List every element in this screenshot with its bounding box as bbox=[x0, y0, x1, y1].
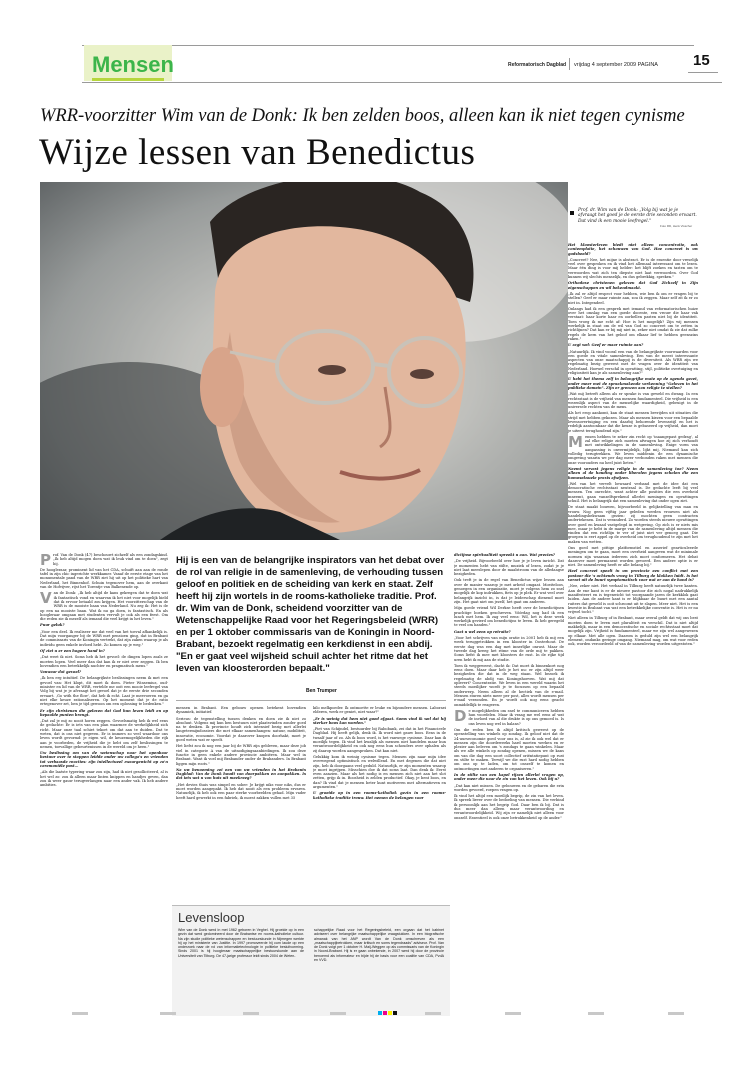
intro-lede bbox=[176, 555, 446, 675]
page-number-rule bbox=[688, 72, 718, 73]
paragraph-text: „De vrijheid. Bijvoorbeeld over hoe je je leven inricht. Dat je momenten hebt van stilte, muziek of lezen, zodat je je niet laat meeslepen door de maalstroom van de alledaagse bezigheden. bbox=[454, 559, 564, 577]
color-bar bbox=[378, 1011, 382, 1015]
column-5 bbox=[568, 243, 698, 649]
caption-bullet bbox=[570, 211, 574, 215]
bottom-markers bbox=[0, 1012, 738, 1032]
bottom-marker bbox=[72, 1012, 88, 1015]
header-bottom-rule bbox=[82, 82, 722, 83]
col2-blocks bbox=[176, 706, 306, 800]
col4-paragraph bbox=[454, 559, 564, 576]
col1-paragraph bbox=[40, 709, 168, 718]
col5-paragraph bbox=[568, 243, 698, 256]
col5-paragraph bbox=[568, 411, 698, 432]
paragraph-text: Het kloosterleven biedt niet alleen concentratie, ook contemplatie, het schouwen van God. Hoe concreet is uw godsbeeld? bbox=[568, 243, 698, 256]
paragraph-text: Om die reden ben ik altijd kritisch geweest op de openstelling van winkels op zondag. Ik geloof niet dat de 24-uurseconomie goed voor ons is, al zie ik ook wel dat er mensen zijn die doordeweeks hard moeten werken en er plezier aan beleven om 's zondags te gaan winkelen. Maar als we alle winkels op zondag openen, missen we de kans om van die dag een soort collectief oriëntatiepunt op rust en stilte te maken. Terwijl we die rust hard nodig hebben om ons op te laden, om tot onszelf te komen en ontmoetingen met anderen te organiseren." bbox=[454, 727, 564, 771]
color-bar bbox=[388, 1011, 392, 1015]
paragraph-text: Als het erop aankomt, kan de staat mensen bevrijden uit situaties die strijd met hebben gekozen. Maar als mensen kiezen voor een bepaalde levensovertuiging en een daarbij behorende levensstijl en het is redelijk aantoonbaar dat die keuze is gebaseerd op vrijheid, dan moet je uiterst terughoudend zijn." bbox=[568, 411, 698, 433]
paragraph-text: rof. Van de Donk (47) beschouwt zichzelf als een zondagskind. „Ik heb altijd mogen doen wat ik leuk vind om te doen", zegt hij. bbox=[53, 553, 168, 566]
col4-paragraph bbox=[454, 728, 564, 771]
bottom-marker bbox=[160, 1012, 176, 1015]
column-2 bbox=[176, 706, 306, 908]
headline: Wijze lessen van Benedictus bbox=[39, 132, 476, 173]
paragraph-text: Vanwaar dat gevoel? bbox=[40, 670, 82, 675]
paragraph-text: Gelukkig kom ik weinig cynisme tegen. Mensen zijn naar mijn idee overwegend optimistisch en welwillend. En met degenen die dat niet zijn, heb ik doorgaans veel geduld. Natuurlijk, er zijn momenten waarop je moet ingrijpen. Misschien doe ik dat soms laat. Dan denk ik: Eerst even aanzien. Maar als het nodig is en mensen zich niet aan het slot zetten, grijp ik in. Boosheid is zelden productief. Okay, je bent boos, en dan? Ik vind dat je mensen beter kunt motiveren met alternatieven en argumenten." bbox=[313, 754, 446, 790]
paragraph-text: „Er is weinig dat hem niet goed afgaat. Soms vind ik wel dat hij sterker boos kan worden." bbox=[313, 716, 446, 725]
col3-blocks bbox=[313, 706, 446, 800]
paragraph-text: Mijn goede vriend Wil Derkse heeft over de benedictijnen prachtige boeken geschreven. Vóórdag nog had ik een lunch met hem. Ik zag veel eens: Wil, het is deze week werkelijk gevierd om benedictijns te leven. Ik heb geregeld te veel om handen." bbox=[454, 606, 564, 628]
col5-paragraph bbox=[568, 281, 698, 290]
col4-paragraph bbox=[454, 636, 564, 662]
col5-paragraph bbox=[568, 432, 698, 465]
photo-credit: Foto RD, Henk Visscher bbox=[660, 224, 693, 228]
author: Ben Trumper bbox=[306, 688, 337, 694]
paragraph-text: „Dat kan niet missen. De gebouwen en de gebaren die erin worden gevoerd, roepen vragen op. bbox=[454, 783, 564, 792]
col5-paragraph bbox=[568, 377, 698, 390]
col1-blocks bbox=[40, 553, 168, 788]
col2-paragraph bbox=[176, 717, 306, 743]
paragraph-text: Of ziet u er een hogere hand in? bbox=[40, 648, 105, 653]
col1-paragraph bbox=[40, 553, 168, 569]
intro-text: Hij is een van de belangrijke inspirators van het debat over de rol van religie in de samenleving, de verhouding tussen geloof en politiek en de scheiding van kerk en staat. Zelf heeft hij zijn wortels in de rooms-katholieke traditie. Prof. dr. Wim van de Donk, scheidend voorzitter van de Wetenschappelijke Raad voor het Regeringsbeleid (WRR) en per 1 oktober commissaris van de Koningin in Noord-Brabant, bezoekt regelmatig een kerkdienst in een abdij. "En er gaat veel wijsheid schuil achter het ritme dat het leven van kloosterorden bepaalt." bbox=[176, 555, 445, 674]
col5-paragraph bbox=[568, 546, 698, 567]
col5-paragraph bbox=[568, 482, 698, 503]
paragraph-text: „Nee, zeker niet. Het verhaal in Tilburg heeft natuurlijk twee kanten. Aan de ene kant is er de nieuwe pastoor die zich nogal nadrukkelijk manifesteert en is tegenwicht tot voorgaande jaren de kerkklok gaat luiden. Aan de andere kant is er blijkbaar de buurt met een aantal ruiters dat geweld is ooit schroomt uit te slapen. Meer niet. Het is een kwestie in Brabant van wat een betrekkelijke conventie is. Het is er nu vrijwel tocht." bbox=[568, 584, 698, 615]
paragraph-text: In de stilte van een kapel rijzen allerlei vragen op, onder meer die naar de zin van het leven. Ook bij u? bbox=[454, 772, 564, 782]
col3-paragraph bbox=[313, 791, 446, 800]
paragraph-text: Onlangs had ik een gesprek met iemand van reformatorischen huize over het omslag van een goede docente, een vrouw die haar vak verstaat: haar korte haar en oorbellen pasten niet bij de identiteit. Toen vroeg ik me echt af: Hoe is het mogelijk? Zijn wij mensen werkelijk in staat om de wil van God zo concreet om te zetten in richtlijnen? Dat kan er bij mij niet in, zeker niet omdat ik zie dat zulke regels de kern van het geloof om elkaar lief te hebben geenszins raken." bbox=[568, 306, 698, 341]
paragraph-text: Ik vind het altijd een moeilijk begrip, de zin van het leven. Ik spreek liever over de bedoeling van mensen. Die verbind ik persoonlijk aan het begrip God. Daar ben ik bij. Dat is dus meer dan alleen maar verantwoording en verantwoordelijkheid. Wij zijn er namelijk niet alleen voor onszelf. Essentieel is ook onze betrokkenheid op de ander." bbox=[454, 794, 564, 820]
paragraph-text: „Als die laatste typering waar zou zijn, had ik niet gesolliciteerd, al is het wel zo: zou ik alleen maar linten knippen en handjes geven, dan zou ik weer gauw terugverlangen naar een ander vak. Ik heb andere ambities. bbox=[40, 770, 168, 788]
bottom-marker bbox=[588, 1012, 604, 1015]
paragraph-text: U zegt wel: Geef er maar ruimte aan? bbox=[568, 343, 644, 348]
kicker: WRR-voorzitter Wim van de Donk: Ik ben zelden boos, alleen kan ik niet tegen cynisme bbox=[40, 106, 685, 126]
col4-paragraph bbox=[454, 773, 564, 782]
col3-paragraph bbox=[313, 706, 446, 715]
paragraph-text: „Dat weet ik niet. Soms heb ik het gevoel: de dingen lopen zoals ze moeten lopen. Veel meer dan dat kan ik er niet over zeggen. Ik ben bovendien een betrekkelijk nuchter en pragmatisch mens." bbox=[40, 655, 168, 668]
col1-paragraph bbox=[40, 655, 168, 668]
paragraph-text: Puur geluk? bbox=[40, 623, 65, 628]
col5-paragraph bbox=[568, 467, 698, 480]
col4-blocks bbox=[454, 553, 564, 820]
paragraph-text: Uw beslissing om van de wetenschap naar het openbaar bestuur over te stappen leidde onder uw collega's en vrienden tot verbaasde reacties: zijn intellectueel zwaargewicht op zo'n ceremoniële post... bbox=[40, 751, 168, 769]
portrait-photo bbox=[40, 182, 568, 540]
col1-paragraph bbox=[40, 591, 168, 621]
bottom-marker bbox=[668, 1012, 684, 1015]
color-bar bbox=[393, 1011, 397, 1015]
paragraph-text: „Dat zal je mij zo nooit horen zeggen. Gevoelsmatig heb ik wel eens de gedachte: Er is iets van een plan waarmee de werkelijkheid zich richt. Maar onze taal schiet tekort om dat aan te duiden. Dat te weten, dat is ons niet gegeven. Er is immers zo veel waardoor ons leven wordt gevormd: je eigen wil, de keuzemogelijkheden die rijk aan je voorbeden, de vrijheid die je hebt om zelf beslissingen te nemen, toevallige gebeurtenissen in de wereld om je heen." bbox=[40, 719, 168, 749]
paragraph-text: Gaat u wel eens op retraite? bbox=[454, 629, 511, 634]
paragraph-text: ensen hebben te zeker zin recht op 'inaangepast gedrag', al zal elke religie zich moeten afvragen hoe zij zich verhoudt met ontwikkelingen in de samenleving. Enige vorm van aanpassing is onvermijdelijk, lijkt mij. Niemand kan zich volledig terugtrekken. We leven middenin de een dynamische omgeving waarin we per dag meer verbonden raken met mensen die onze voorouders nu heel juist lieten." bbox=[568, 434, 698, 465]
col4-paragraph bbox=[454, 664, 564, 707]
paragraph-text: kilo melkpoeder. Ik ontmoette er leuke en bijzondere mensen. Laboraei elderen, werk er geniet, niet waar?" bbox=[313, 706, 446, 715]
paragraph-text: „Ik ben erg intuïtief. De belangrijkste beslissingen neem ik met een gevoel van: Het klopt, dit moet ik doen. Pieter Winsemius, oud-minister en lid van de WRR, vertelde me ooit een mooie leefregel van Volg bij wat je je afvraagt het gevoel dat je de eerste drie seconden ervaart. ,Go with the flow', dat heb ik echt. Laat je meevoeren en ga niet elke keuze rationaliseren. Op het moment dat je de ratio ertegenover zet, ben je tijd gewoon om een oplossing te bedenken." bbox=[40, 676, 168, 707]
col1-paragraph bbox=[40, 676, 168, 706]
col5-paragraph bbox=[568, 569, 698, 582]
paragraph-text: e mogelijkheden om snel te communiceren hebben hun voordelen. Maar ik vraag me wel eens af wat de invloed van al die drukte is op ons gemoed is. Is ons leven nog wel in balans? bbox=[468, 708, 564, 726]
page-number: 15 bbox=[693, 52, 710, 69]
col4-paragraph bbox=[454, 578, 564, 604]
col5-paragraph bbox=[568, 505, 698, 544]
col1-paragraph bbox=[40, 568, 168, 589]
paragraph-text: Ons goed met pittige platformstiel en asserief gearticuleerde meningen om te gaan, moet een overheid aangeven wat de minimale normen zijn waaraan iedereen zich moet conformeren. Het debat daarover moet permanent worden gevoerd. Een andere optie is er niet. De samenleving heeft er alle belang bij." bbox=[568, 546, 698, 568]
col4-paragraph bbox=[454, 606, 564, 627]
paragraph-text: Serieus: de tegenstelling tussen denken en doen zie ik niet zo absoluut. Volgens mij kun ben bestuurs niet plaatsvinden zonder goed na te denken. Ik provincie houdt zich intensief bezig met allerlei langetermijndossiers die met elkaar samenhangen: natuur, mobiliteit, innovatie, economie. Voordat je daarover knopen doorhakt, moet je goed weten wat er speelt. bbox=[176, 716, 306, 743]
col1-paragraph bbox=[40, 630, 168, 647]
col4-paragraph bbox=[454, 794, 564, 820]
portrait-photo-icon bbox=[40, 182, 568, 540]
col3-paragraph bbox=[313, 727, 446, 753]
header-top-rule bbox=[82, 45, 694, 46]
paragraph-text: U hebt het thema zelf in belangrijke mate op de agenda gezet, onder meer met de spraakmakende verkenning "Geloven in het publieke domein". Zijn er grenzen aan religie te stellen? bbox=[568, 377, 698, 390]
paragraph-text: „Wel van het vervelt bewaard verband met de idee dat een democratische rechtsstaat neutraal is. De gedachte leeft bij veel mensen. Ten onrechte, want achter alle posities die een overheid inneemt, gaan vanzelfsprekend allerlei meningen en opvattingen schuil. Het is belangrijk dat een samenleving dat onder ogen ziet. bbox=[568, 481, 698, 504]
col2-paragraph bbox=[176, 744, 306, 765]
paragraph-text: „Piet van Schijndel, bestuurder bij Rabobank, zei dat in het Financieele Dagblad. Hij heeft gelijk, denk ik. Ik word niet gauw boos. Eens in de twaalf jaar of zo. Als ik boos word, is het vanwege cynisme. Daar kan ik moeilijk tegen. Ik vind het kwalijk als mensen niet handelen maar hun verantwoordelijkheid en ook nog eens hun schouders over ophalen als zij daarop worden aangesproken. Dat kan niet. bbox=[313, 727, 446, 753]
photo-caption: Prof. dr. Wim van de Donk: „Volg bij wat je je afvraagt het goed je de eerste drie seconden ervaart. Dat vind ik een mooie leefregel." bbox=[578, 208, 697, 224]
col1-paragraph bbox=[40, 719, 168, 749]
paragraph-text: „Ik zal er altijd respect voor hebben, wie ben ik om er vragen bij te stellen? Geef er maar ruimte aan, zou ik zeggen. Maar zelf zit ik er zo niet in. Integendeel. bbox=[568, 291, 698, 305]
col5-paragraph bbox=[568, 584, 698, 614]
col5-paragraph bbox=[568, 350, 698, 376]
paragraph-text: „Voor het schrijven van mijn oratie in 2001 heb ik mij een week teruggetrokken in een klooster in Oosterhout. De eerste dag was een dag met innerlijke onrust. Maar de tweede dag kreeg het ritme van de orde mij te pakken. Soms liefst ik mee met kloosters de rust. In de rijke tijd uren hebt ik mij aan de studie. bbox=[454, 636, 564, 662]
col2-paragraph bbox=[176, 706, 306, 715]
col5-paragraph bbox=[568, 616, 698, 646]
col4-paragraph bbox=[454, 553, 564, 557]
col1-paragraph bbox=[40, 623, 168, 627]
section-underline bbox=[92, 78, 164, 81]
paragraph-text: „Voor een deel. Ik realiseer me dat veel van het toeval afhankelijk is. Dat mijn voorganger bij de WRR met pensioen ging, dat in Brabant de commissaris van de Koningin vertrekt, dat zijn zaken waarop je als individu geen enkele invloed hebt. Zo komen op je weg." bbox=[40, 629, 168, 647]
col1-paragraph bbox=[40, 751, 168, 768]
levensloop-text-a: Wim van de Donk werd in met 1962 geboren in Veghel. Hij groeide op in een gezin dat werd gedomineerd door de Brabantse en rooms-katholieke cultuur. Na zijn studie politieke wetenschappen en bestuurskunde in Nijmegen werkte hij op het ministerie van Justitie. In 1997 promoveerde hij cum laude op een onderzoek naar de rol van informatietechnologie in politieke besluitvorming. Sinds 2001 is hij hoogleraar maatschappelijke bestuurskunde aan de Universiteit van Tilburg. De 47-jarige professor leidt sinds 2004 de Weten- bbox=[178, 928, 304, 958]
col5-paragraph bbox=[568, 392, 698, 409]
col4-paragraph bbox=[454, 630, 564, 634]
paragraph-text: Er zijn christenen die geloven dat God hun leven leidt en op bepaalde punten brengt. bbox=[40, 708, 168, 717]
paragraph-text: dictijnse spiritualiteit spreekt u aan. Wat precies? bbox=[454, 553, 555, 557]
col3-paragraph bbox=[313, 755, 446, 789]
col5-paragraph bbox=[568, 292, 698, 305]
bottom-marker bbox=[425, 1012, 441, 1015]
paragraph-text: Het liefst zou ik nog een jaar bij de WRR zijn gebleven, maar deze job viel in categorie A van de uitnodigingsaanbiedingen. Ik zou deze functie in geen enkele andere provincie ambiëren. Maar wel in Brabant. Want ik voel mij Brabander onder de Brabanders. In Brabant liggen mijn roots." bbox=[176, 744, 306, 766]
column-4 bbox=[454, 553, 564, 1015]
paper-name: Reformatorisch Dagblad bbox=[508, 62, 567, 68]
column-3 bbox=[313, 706, 446, 908]
section-title: Mensen bbox=[92, 52, 174, 77]
intro-rule bbox=[176, 700, 446, 701]
paragraph-text: Heel concreet speelt in uw provincie een conflict met een pastoor die 's ochtends vroeg in Tilburg de klokken luidt. Is het verzet uit de buurt symptomatisch voor wat er aan de hand is? bbox=[568, 569, 698, 583]
drop-cap: M bbox=[568, 432, 583, 451]
col4-paragraph bbox=[454, 784, 564, 793]
paragraph-text: Orthodoxe christenen geloven dat God Zichzelf in Zijn eigenschappen en wil bekendmaakt. bbox=[568, 281, 698, 290]
color-bar bbox=[383, 1011, 387, 1015]
paragraph-text: U groeide op in een rooms-katholiek gezin in een rooms-katholieke traditie trouw. Het nemen de belangen voor bbox=[313, 791, 446, 800]
paragraph-text: Toen ik weggeweest, dacht ik: Dat moet ik binnenkort nog eens doen. Maar daar heb je het nu: er zijn altijd weer bezigheden die dat in de weg staan. Wel bezoek ik regelmatig de abdij van Koningshoeven. Wat mij dat oplevert? Concentratie. We leven in een wereld waarin het steeds moeilijker wordt je te focussen op een bepaald onderwerp. Neem alleen al de hectiek van de e-mail. Mensen sturen niets meer per post, alles wordt mensen per e-mail verzonden. En je wordt ook nog eens geacht onmiddellijk te reageren. bbox=[454, 663, 564, 707]
levensloop-box bbox=[172, 905, 450, 1016]
col1-paragraph bbox=[40, 670, 168, 674]
paragraph-text: Neemt vervast jegens religie in de samenleving toe? Neem alleen al de houding onder liberalen jegens scholen die een homoseksuele praxis afwijzen. bbox=[568, 466, 698, 480]
bottom-marker bbox=[243, 1012, 259, 1015]
bottom-marker bbox=[505, 1012, 521, 1015]
col4-paragraph bbox=[454, 706, 564, 726]
paragraph-text: Na uw benoeming zei een van uw vrienden in het Brabants Dagblad: Van de Donk houdt van doorpakken en aanpakken. Is dat iets wat u van huis uit meekreeg? bbox=[176, 767, 306, 781]
col2-paragraph bbox=[176, 783, 306, 800]
paragraph-text: an de Donk: „Ik heb altijd de kans gekregen dat te doen wat ik fantastisch vond en waarvan ik het niet voor mogelijk hield dat ik ervoor betaald zou krijgen. Het voorzitterschap van de WRR is de mooiste baan van Nederland. Nu zeg ik: Het is de op een na mooiste baan. Wat ik nu ga doen, is fantastisch. En als hoogleraar omgaan met studenten vervult je ook als een feest. Om die reden zie ik mezelf als iemand die veel krijgt in het leven." bbox=[40, 591, 168, 622]
col1-paragraph bbox=[40, 770, 168, 787]
paragraph-text: „Wat mij betreft alleen als er sprake is van geweld en dwang. In een rechtsstaat is de vrijheid van mensen fundamenteel. Die vrijheid is een wezenlijk aspect van de menselijke waardigheid, gebruigt in de universele rechten van de mens. bbox=[568, 392, 698, 410]
paragraph-text: „Natuurlijk. Ik vind vooral een van de belangrijkste voorwaarden voor een goede en vitale samenleving. Een van de meest interessante aspecten van onze maatschappij is de diversiteit. Als WRR zijn we regelmatig bezig geweest met de vragen over de identiteit van Nederland. Hoewel verschil in opvatting, stijl, politieke overtuiging en religiositeit kan je als samenleving aan?" bbox=[568, 349, 698, 376]
col1-paragraph bbox=[40, 649, 168, 653]
drop-cap: V bbox=[40, 589, 52, 608]
paragraph-text: „Het devies thuis was simpel en sober: Je krijgt niks voor niks, dus er moet worden aangepakt. Ik heb dat nooit als een probleem ervaren. Natuurlijk, ik heb ook een paar sterke voorbeelden gehad. Mijn vader heeft hard gewerkt in een fabriek, ik moest zakken vullen met 35 bbox=[176, 782, 306, 800]
paragraph-text: Ook treft je in de regel van Benedictus wijze lessen aan over de manier waarop je met arbeid omgaat. Moeiteloos, genoegen in een organisatie, moet je volgens hem zo snel mogelijk de kop indrukken, fiets op je plek. Er wat veel over belangrijk inzicht in, is dat je leiderschap dienend moet zijn. Het gaat niet om jezelf, het gaat om anderen. bbox=[454, 578, 564, 604]
bottom-marker bbox=[330, 1012, 346, 1015]
col5-paragraph bbox=[568, 343, 698, 347]
paragraph-text: Niet alleen in Tilburg of in Brabant, maar overal geldt dat wij ons best moeten doen te leven met pluraliteit en verschil. Dat is niet altijd makkelijk, maar in een democratische en sociale rechtsstaat moet dat mogelijk zijn. Vrijheid is fundamenteel, maar we zijn wel aangewezen op elkaar. Met alle ogen. Daarom is geduld zijn wel een belangrijk element, ondanks geringe omgang. Niemand mag, om wat voor reden ook, worden veroordeeld of van de samenleving worden uitgestoten." bbox=[568, 616, 698, 647]
col5-paragraph bbox=[568, 258, 698, 279]
levensloop-text-b: schappelijke Raad voor het Regeringsbeleid, een orgaan dat het kabinet adviseert over belangrijke maatschappelijke vraagstukken. In een biografische almanak van het ANP wordt Van de Donk omschreven als een „maatschappijbetrokken, maar kritisch en soms tegendraads" adviseur. Prof. Van de Donk volgt per 1 oktober H. Maij-Weggen op als commissaris van de Koningin in Noord-Brabant. Hij is er gaan onbekende, in 2007 werd hij door de provincie benoemd als informateur en bijde hij de basis voor een coalitie van CDA, PvdA en VVD. bbox=[314, 928, 444, 963]
paragraph-text: De staat maakt bouwen, bijvoorbeeld in gelijkstelling van man en vrouw. Nog geen vijftig jaar geleden werden vrouwen niet als handelingsbekwaam gezien: zij mochten geen contracten ondertekenen. Dat is veranderd. Zo worden steeds nieuwe opvattingen over goed en kwaad vastgelegd in wetgeving. Op zich is er niets mis mee, maar je hebt in de marge van de samenleving altijd mensen die vinden dat een richtlijn te ver of juist niet ver genoeg gaat. Die groepen is eert appel op de overheid om terughoudend te zijn met het maken van wetten. bbox=[568, 505, 698, 544]
col2-paragraph bbox=[176, 768, 306, 781]
page-date: vrijdag 4 september 2009 PAGINA bbox=[574, 62, 658, 68]
paragraph-text: De hoogleraar, prominent lid van het CDA, schuift aan aan de ronde tafel in zijn chic ingerichte werkkamer. Vanaf de eerste etage van het monumentale pand van de WRR ziet hij uit op het politieke hart van Nederland, het Binnenhof. Schuin tegenover hem, aan de overkant van de Hofvijver, rijst het Torentje van Balkenende op. bbox=[40, 567, 168, 590]
paragraph-text: „Concreet? Nee, het mijne is abstract. Er is de essentie door vreselijk veel over gesproken en ik vind het allemaal interessant om te lezen. Maar één ding is voor mij helder: het blijft zoeken en tasten om te verwoorden wat zich ten diepste niet laat verwoorden. Over God kunnen wij slechts menselijk, en dus gebrekkig, spreken." bbox=[568, 257, 698, 280]
col5-paragraph bbox=[568, 307, 698, 341]
drop-cap: D bbox=[454, 706, 467, 725]
column-1 bbox=[40, 553, 168, 1015]
paragraph-text: mensen in Brabant. Een gebouw openen betekent bovendien dynamiek, initiatief. bbox=[176, 706, 306, 715]
header-divider bbox=[569, 58, 570, 70]
col5-blocks bbox=[568, 243, 698, 647]
col3-paragraph bbox=[313, 717, 446, 726]
drop-cap: P bbox=[40, 553, 51, 569]
levensloop-title: Levensloop bbox=[178, 910, 245, 925]
